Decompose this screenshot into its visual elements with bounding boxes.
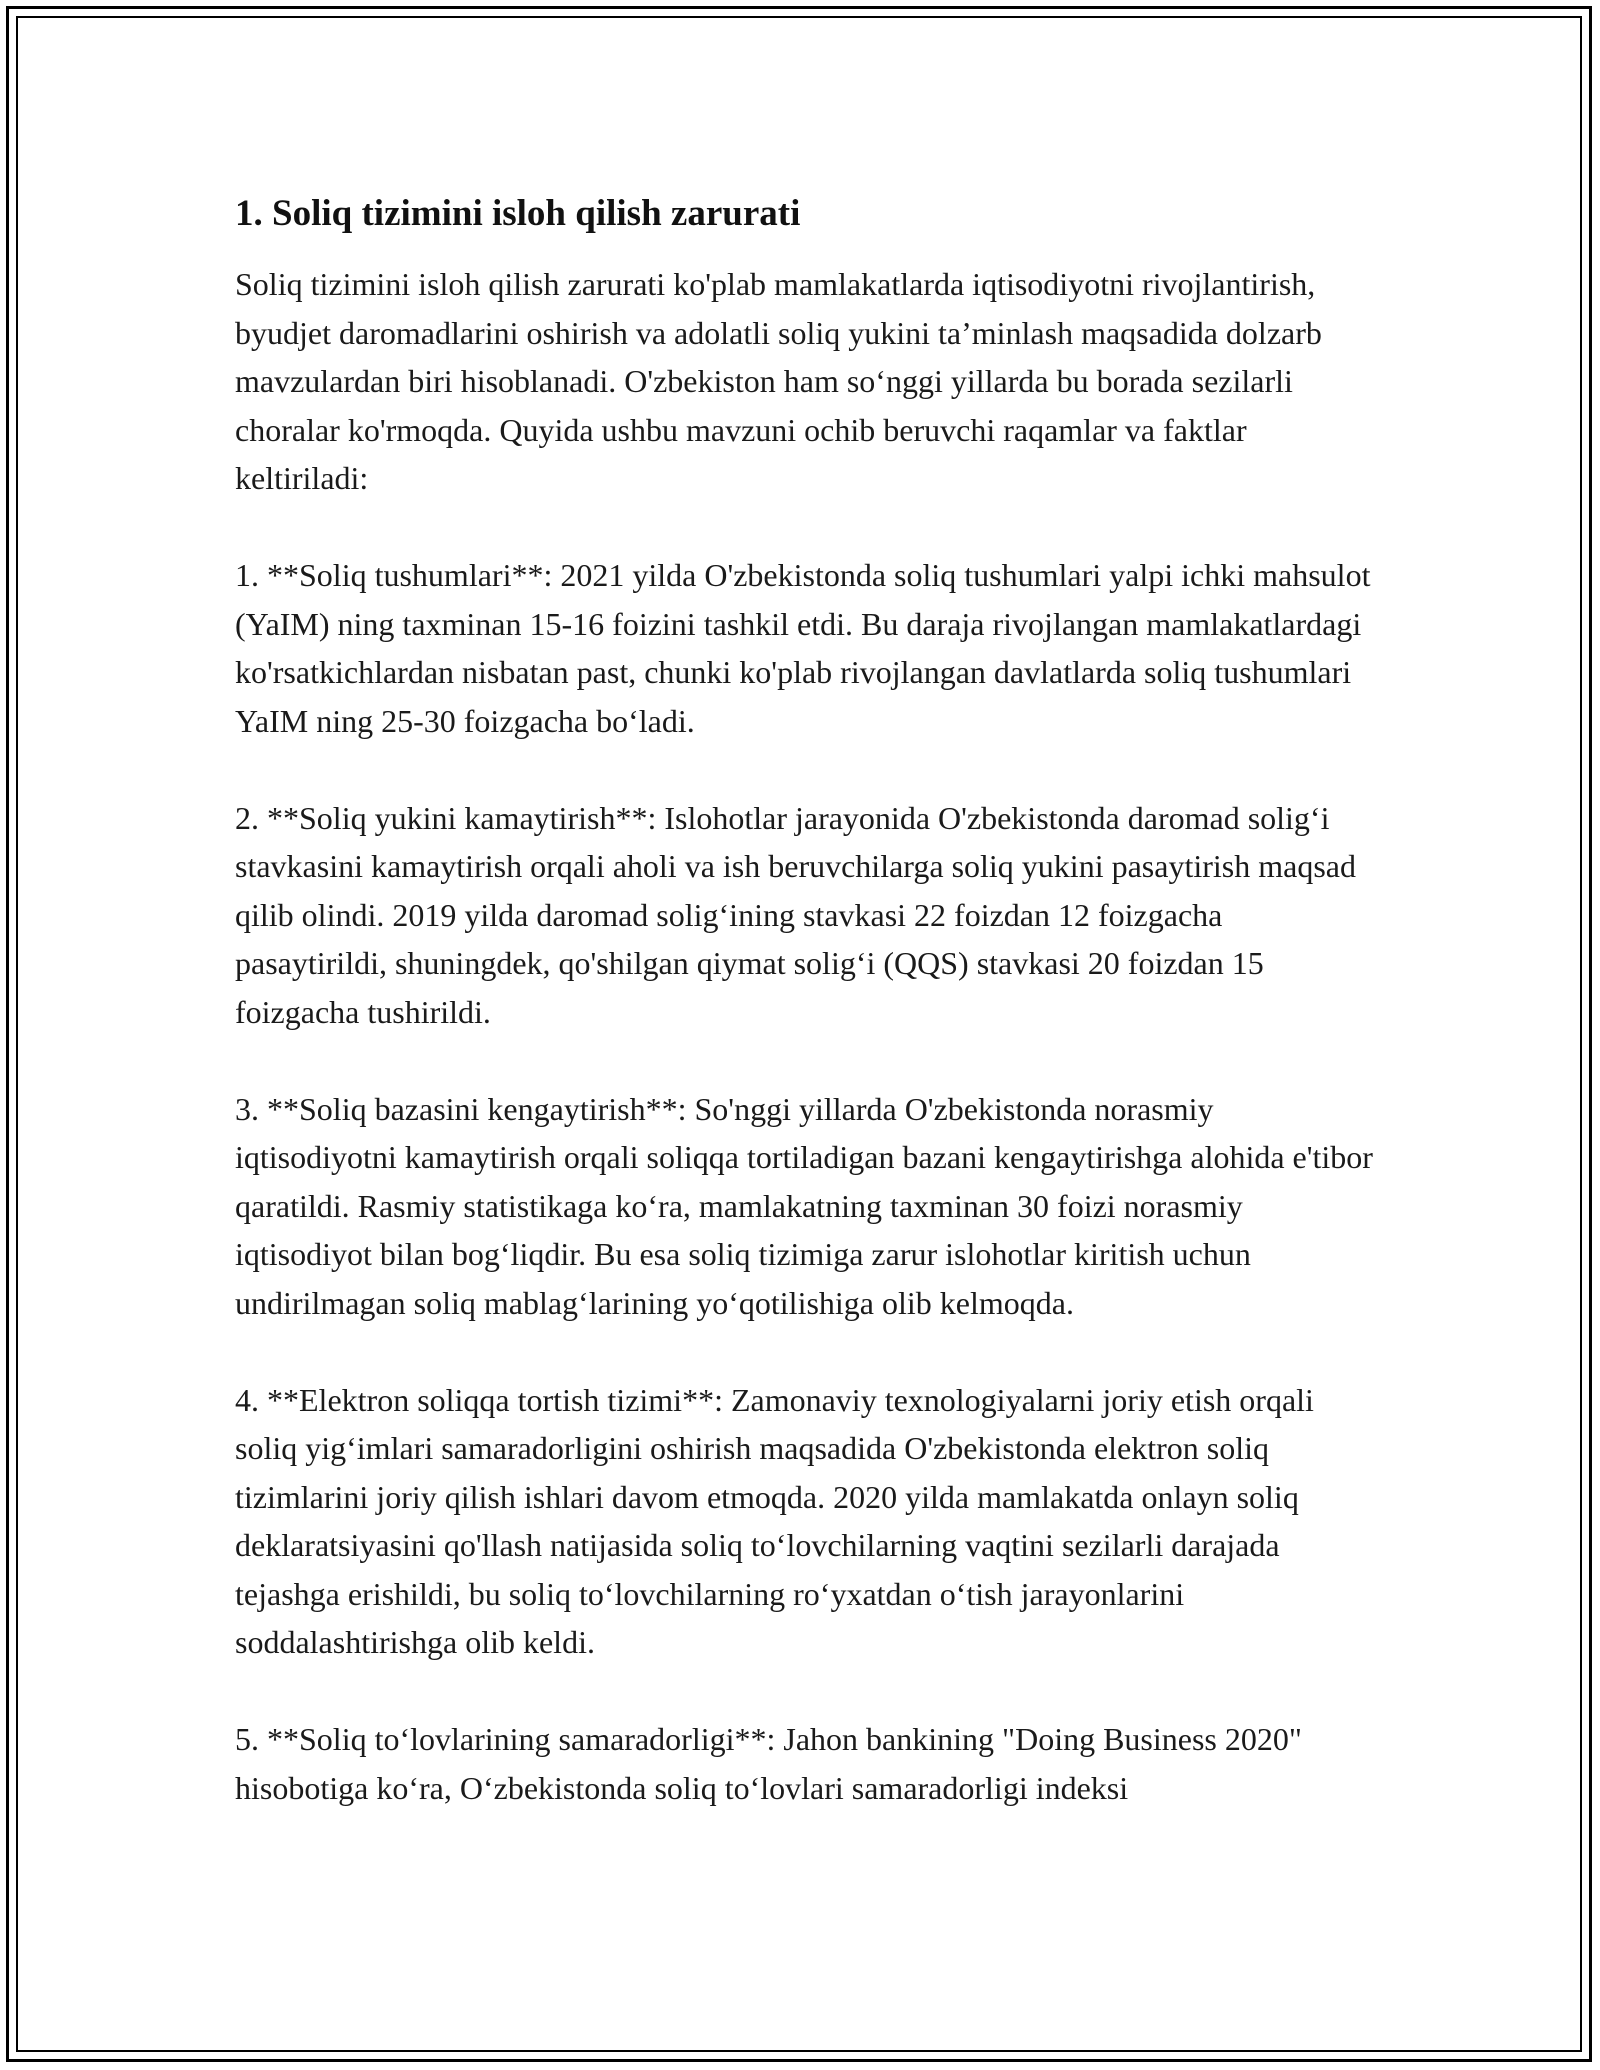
list-item-soliq-yukini-kamaytirish: 2. **Soliq yukini kamaytirish**: Islohotlar jarayonida O'zbekistonda daromad solig‘i stavkasini kamaytirish orqali aholi va ish beruvchilarga soliq yukini pasaytirish maqsad qilib olindi. 2019 yilda daromad solig‘ining stavkasi 22 foizdan 12 foizgacha pasaytirildi, shuningdek, qo'shilgan qiymat solig‘i (QQS) stavkasi 20 foizdan 15 foizgacha tushirildi. [235,799,1356,1030]
section-title: 1. Soliq tizimini isloh qilish zarurati [235,193,801,234]
list-item-elektron-soliq-tizimi: 4. **Elektron soliqqa tortish tizimi**: Zamonaviy texnologiyalarni joriy etish orqali soliq yig‘imlari samaradorligini oshirish maqsadida O'zbekistonda elektron soliq tizimlarini joriy qilish ishlari davom etmoqda. 2020 yilda mamlakatda onlayn soliq deklaratsiyasini qo'llash natijasida soliq to‘lovchilarning vaqtini sezilarli darajada tejashga erishildi, bu soliq to‘lovchilarning ro‘yxatdan o‘tish jarayonlarini soddalashtirishga olib keldi. [235,1381,1314,1660]
list-item-soliq-tushumlari: 1. **Soliq tushumlari**: 2021 yilda O'zbekistonda soliq tushumlari yalpi ichki mahsulot (YaIM) ning taxminan 15-16 foizini tashkil etdi. Bu daraja rivojlangan mamlakatlardagi ko'rsatkichlardan nisbatan past, chunki ko'plab rivojlangan davlatlarda soliq tushumlari YaIM ning 25-30 foizgacha bo‘ladi. [235,557,1371,739]
list-item-soliq-bazasini-kengaytirish: 3. **Soliq bazasini kengaytirish**: So'nggi yillarda O'zbekistonda norasmiy iqtisodiyotni kamaytirish orqali soliqqa tortiladigan bazani kengaytirishga alohida e'tibor qaratildi. Rasmiy statistikaga ko‘ra, mamlakatning taxminan 30 foizi norasmiy iqtisodiyot bilan bog‘liqdir. Bu esa soliq tizimiga zarur islohotlar kiritish uchun undirilmagan soliq mablag‘larining yo‘qotilishiga olib kelmoqda. [235,1090,1373,1321]
list-item-soliq-tolovlari-samaradorligi: 5. **Soliq to‘lovlarining samaradorligi**: Jahon bankining "Doing Business 2020" hisobotiga ko‘ra, O‘zbekistonda soliq to‘lovlari samaradorligi indeksi [235,1721,1302,1806]
document-body [235,190,1380,1812]
intro-paragraph: Soliq tizimini isloh qilish zarurati ko'plab mamlakatlarda iqtisodiyotni rivojlantirish, byudjet daromadlarini oshirish va adolatli soliq yukini ta’minlash maqsadida dolzarb mavzulardan biri hisoblanadi. O'zbekiston ham so‘nggi yillarda bu borada sezilarli choralar ko'rmoqda. Quyida ushbu mavzuni ochib beruvchi raqamlar va faktlar keltiriladi: [235,266,1322,496]
